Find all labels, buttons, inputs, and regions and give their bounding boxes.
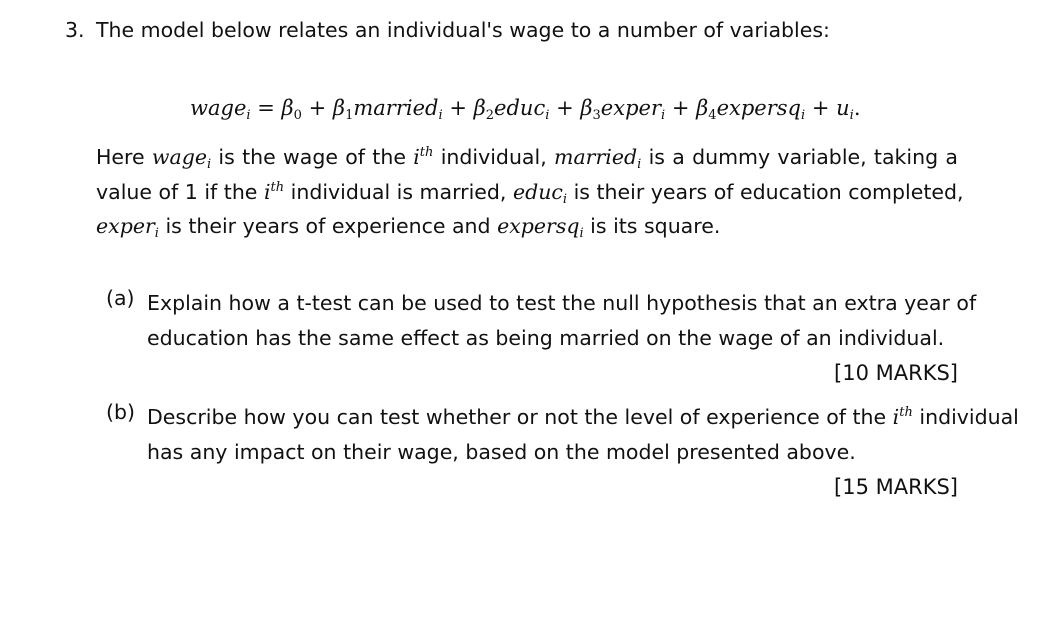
description-line-3: exper$_i$ is their years of experience and expersq$_i$ is its square. xyxy=(96,214,721,241)
part-b-line-1: Describe how you can test whether or not the level of experience of the $i^{th}$ individual xyxy=(147,405,1019,429)
description-line-2: value of 1 if the $i^{th}$ individual is married, educ$_i$ is their years of education completed, xyxy=(96,179,964,207)
part-b xyxy=(106,400,1019,510)
part-b-line-2: has any impact on their wage, based on the model presented above. xyxy=(147,440,856,464)
part-a-marks: [10 MARKS] xyxy=(834,361,958,385)
part-a xyxy=(106,286,977,396)
model-description xyxy=(96,140,964,244)
part-b-label: (b) xyxy=(106,400,136,424)
question-heading xyxy=(65,18,965,42)
part-a-label: (a) xyxy=(106,286,135,310)
wage-equation: wage$_i$ = $\beta_0$ + $\beta_1married_i$ + $\beta_2educ_i$ + $\beta_3exper_i$ + $\beta_4expersq_i + u_i$. xyxy=(190,96,861,123)
part-b-marks: [15 MARKS] xyxy=(834,475,958,499)
part-a-line-2: education has the same effect as being married on the wage of an individual. xyxy=(147,326,945,350)
question-number: 3. xyxy=(65,18,85,42)
description-line-1: Here wage$_i$ is the wage of the $i^{th}$ individual, married$_i$ is a dummy variable, taking a xyxy=(96,145,958,172)
question-stem: The model below relates an individual's wage to a number of variables: xyxy=(96,18,830,42)
part-a-line-1: Explain how a t-test can be used to test the null hypothesis that an extra year of xyxy=(147,291,977,315)
